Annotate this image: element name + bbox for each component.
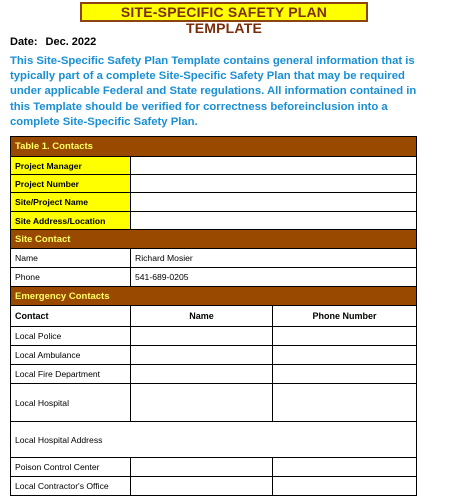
local-police-phone-cell[interactable] bbox=[273, 327, 417, 346]
contact-local-police: Local Police bbox=[11, 327, 131, 346]
site-contact-name-label: Name bbox=[11, 249, 131, 268]
table-row bbox=[11, 422, 417, 458]
date-line bbox=[10, 36, 96, 48]
site-address-value[interactable] bbox=[131, 212, 417, 230]
contact-local-fire-department: Local Fire Department bbox=[11, 365, 131, 384]
local-police-name-cell[interactable] bbox=[131, 327, 273, 346]
project-name-value[interactable] bbox=[131, 193, 417, 212]
column-header-phone: Phone Number bbox=[273, 306, 417, 327]
local-ambulance-name-cell[interactable] bbox=[131, 346, 273, 365]
project-number-value[interactable] bbox=[131, 175, 417, 193]
project-name-label: Site/Project Name bbox=[11, 193, 131, 212]
contractors-office-phone-cell[interactable] bbox=[273, 477, 417, 496]
poison-control-phone-cell[interactable] bbox=[273, 458, 417, 477]
table-row bbox=[11, 458, 417, 477]
table-row bbox=[11, 384, 417, 422]
project-number-label: Project Number bbox=[11, 175, 131, 193]
column-header-name: Name bbox=[131, 306, 273, 327]
column-header-contact: Contact bbox=[11, 306, 131, 327]
project-manager-value[interactable] bbox=[131, 157, 417, 175]
table-row bbox=[11, 477, 417, 496]
local-fire-department-phone-cell[interactable] bbox=[273, 365, 417, 384]
local-ambulance-phone-cell[interactable] bbox=[273, 346, 417, 365]
table-row bbox=[11, 327, 417, 346]
table-heading: Table 1. Contacts bbox=[11, 137, 417, 157]
site-contact-phone-value[interactable]: 541-689-0205 bbox=[131, 268, 417, 287]
site-contact-name-value[interactable]: Richard Mosier bbox=[131, 249, 417, 268]
local-fire-department-name-cell[interactable] bbox=[131, 365, 273, 384]
contact-local-hospital-address[interactable]: Local Hospital Address bbox=[11, 422, 417, 458]
contact-local-ambulance: Local Ambulance bbox=[11, 346, 131, 365]
date-value: Dec. 2022 bbox=[45, 36, 97, 48]
site-contact-heading: Site Contact bbox=[11, 230, 417, 249]
poison-control-name-cell[interactable] bbox=[131, 458, 273, 477]
emergency-contacts-heading: Emergency Contacts bbox=[11, 287, 417, 306]
contact-poison-control-center: Poison Control Center bbox=[11, 458, 131, 477]
contact-local-hospital: Local Hospital bbox=[11, 384, 131, 422]
local-hospital-name-cell[interactable] bbox=[131, 384, 273, 422]
intro-paragraph: This Site-Specific Safety Plan Template contains general information that is typically part of a complete Site-Specific Safety Plan that may be required under applicable Federal and State regulations. All information contained in this Template should be verified for correctness beforeinclusion into a complete Site-Specific Safety Plan. bbox=[10, 55, 417, 128]
table-row bbox=[11, 346, 417, 365]
contacts-table bbox=[10, 136, 417, 496]
contractors-office-name-cell[interactable] bbox=[131, 477, 273, 496]
date-label: Date: bbox=[10, 36, 38, 48]
site-address-label: Site Address/Location bbox=[11, 212, 131, 230]
local-hospital-phone-cell[interactable] bbox=[273, 384, 417, 422]
project-manager-label: Project Manager bbox=[11, 157, 131, 175]
table-row bbox=[11, 365, 417, 384]
document-title: SITE-SPECIFIC SAFETY PLAN TEMPLATE bbox=[80, 2, 368, 22]
site-contact-phone-label: Phone bbox=[11, 268, 131, 287]
contact-local-contractors-office: Local Contractor's Office bbox=[11, 477, 131, 496]
